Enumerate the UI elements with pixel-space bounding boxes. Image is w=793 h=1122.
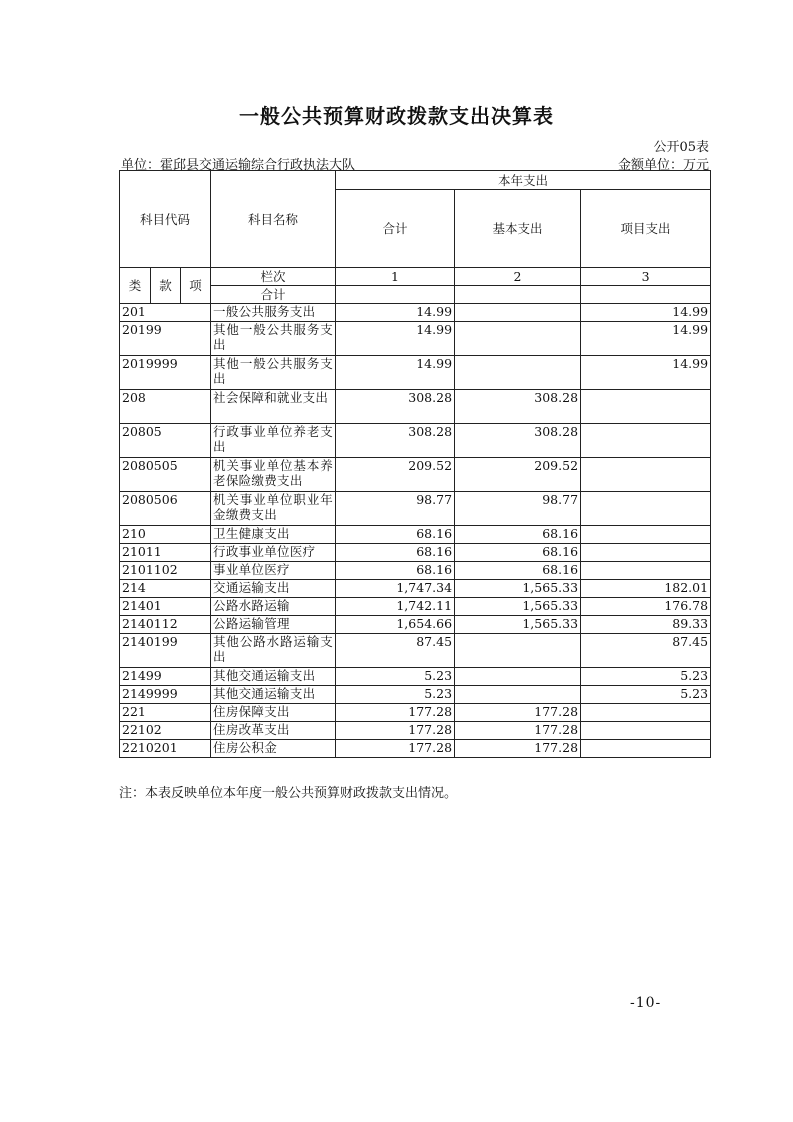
row-project <box>581 740 711 758</box>
row-name: 住房保障支出 <box>211 704 336 722</box>
table-row <box>120 544 711 562</box>
row-total: 68.16 <box>336 562 455 580</box>
row-basic <box>455 322 581 356</box>
row-total: 1,742.11 <box>336 598 455 616</box>
sum-total <box>336 286 455 304</box>
row-code: 201 <box>120 304 211 322</box>
table-row <box>120 526 711 544</box>
row-basic: 209.52 <box>455 458 581 492</box>
row-project: 14.99 <box>581 356 711 390</box>
row-name: 其他一般公共服务支出 <box>211 356 336 390</box>
header-lei: 类 <box>120 268 151 304</box>
table-row <box>120 704 711 722</box>
row-name: 其他交通运输支出 <box>211 668 336 686</box>
row-basic: 177.28 <box>455 740 581 758</box>
row-project: 14.99 <box>581 304 711 322</box>
row-code: 2101102 <box>120 562 211 580</box>
row-basic: 98.77 <box>455 492 581 526</box>
row-total: 68.16 <box>336 526 455 544</box>
row-basic: 1,565.33 <box>455 616 581 634</box>
row-basic: 68.16 <box>455 544 581 562</box>
row-name: 公路水路运输 <box>211 598 336 616</box>
row-name: 机关事业单位职业年金缴费支出 <box>211 492 336 526</box>
row-project <box>581 704 711 722</box>
page-title: 一般公共预算财政拨款支出决算表 <box>239 104 554 128</box>
row-name: 一般公共服务支出 <box>211 304 336 322</box>
row-project <box>581 722 711 740</box>
row-code: 21499 <box>120 668 211 686</box>
row-project: 176.78 <box>581 598 711 616</box>
header-current-year: 本年支出 <box>336 171 711 190</box>
header-project: 项目支出 <box>581 190 711 268</box>
row-total: 209.52 <box>336 458 455 492</box>
header-col-2: 2 <box>455 268 581 286</box>
table-row <box>120 598 711 616</box>
row-total: 308.28 <box>336 390 455 424</box>
header-col-1: 1 <box>336 268 455 286</box>
row-total: 1,654.66 <box>336 616 455 634</box>
header-total: 合计 <box>336 190 455 268</box>
row-total: 98.77 <box>336 492 455 526</box>
header-xiang: 项 <box>181 268 211 304</box>
row-project: 182.01 <box>581 580 711 598</box>
row-name: 公路运输管理 <box>211 616 336 634</box>
row-total: 14.99 <box>336 356 455 390</box>
header-column-no: 栏次 <box>211 268 336 286</box>
table-row <box>120 668 711 686</box>
row-name: 行政事业单位医疗 <box>211 544 336 562</box>
row-basic <box>455 356 581 390</box>
row-basic <box>455 668 581 686</box>
row-code: 2149999 <box>120 686 211 704</box>
row-project: 5.23 <box>581 686 711 704</box>
table-row <box>120 458 711 492</box>
sum-basic <box>455 286 581 304</box>
row-name: 社会保障和就业支出 <box>211 390 336 424</box>
table-row <box>120 686 711 704</box>
row-basic: 308.28 <box>455 390 581 424</box>
row-basic <box>455 304 581 322</box>
row-name: 机关事业单位基本养老保险缴费支出 <box>211 458 336 492</box>
row-total: 5.23 <box>336 668 455 686</box>
table-row <box>120 722 711 740</box>
row-code: 2140112 <box>120 616 211 634</box>
row-name: 行政事业单位养老支出 <box>211 424 336 458</box>
table-row <box>120 580 711 598</box>
row-total: 1,747.34 <box>336 580 455 598</box>
row-total: 87.45 <box>336 634 455 668</box>
page-number: -10- <box>630 995 662 1011</box>
row-code: 22102 <box>120 722 211 740</box>
row-project: 14.99 <box>581 322 711 356</box>
table-row <box>120 322 711 356</box>
table-row <box>120 356 711 390</box>
row-code: 210 <box>120 526 211 544</box>
row-total: 14.99 <box>336 322 455 356</box>
header-kuan: 款 <box>151 268 181 304</box>
row-basic <box>455 634 581 668</box>
row-name: 住房公积金 <box>211 740 336 758</box>
row-name: 事业单位医疗 <box>211 562 336 580</box>
reporting-unit: 单位：霍邱县交通运输综合行政执法大队 <box>121 158 356 173</box>
row-name: 住房改革支出 <box>211 722 336 740</box>
row-total: 177.28 <box>336 722 455 740</box>
row-total: 68.16 <box>336 544 455 562</box>
row-total: 5.23 <box>336 686 455 704</box>
row-project: 89.33 <box>581 616 711 634</box>
header-subject-code: 科目代码 <box>120 171 211 268</box>
row-project <box>581 390 711 424</box>
row-basic: 1,565.33 <box>455 580 581 598</box>
header-col-3: 3 <box>581 268 711 286</box>
row-code: 2080506 <box>120 492 211 526</box>
table-row <box>120 304 711 322</box>
sum-label: 合计 <box>211 286 336 304</box>
row-basic: 177.28 <box>455 704 581 722</box>
row-code: 20805 <box>120 424 211 458</box>
row-total: 14.99 <box>336 304 455 322</box>
row-project <box>581 544 711 562</box>
row-project <box>581 458 711 492</box>
row-name: 交通运输支出 <box>211 580 336 598</box>
row-code: 2019999 <box>120 356 211 390</box>
table-row <box>120 390 711 424</box>
expenditure-table <box>119 170 711 758</box>
row-code: 2080505 <box>120 458 211 492</box>
row-code: 221 <box>120 704 211 722</box>
row-project <box>581 492 711 526</box>
table-row <box>120 492 711 526</box>
header-subject-name: 科目名称 <box>211 171 336 268</box>
header-basic: 基本支出 <box>455 190 581 268</box>
row-code: 208 <box>120 390 211 424</box>
table-row <box>120 424 711 458</box>
table-row <box>120 616 711 634</box>
row-basic: 308.28 <box>455 424 581 458</box>
amount-unit: 金额单位：万元 <box>617 158 709 173</box>
row-basic: 68.16 <box>455 562 581 580</box>
form-number: 公开05表 <box>653 140 709 155</box>
row-basic: 177.28 <box>455 722 581 740</box>
row-code: 214 <box>120 580 211 598</box>
header-row-classification <box>120 268 711 286</box>
header-row-top <box>120 171 711 190</box>
row-code: 2210201 <box>120 740 211 758</box>
row-name: 其他一般公共服务支出 <box>211 322 336 356</box>
row-basic: 68.16 <box>455 526 581 544</box>
row-code: 21011 <box>120 544 211 562</box>
row-project <box>581 526 711 544</box>
row-basic: 1,565.33 <box>455 598 581 616</box>
row-total: 308.28 <box>336 424 455 458</box>
row-name: 其他交通运输支出 <box>211 686 336 704</box>
row-code: 20199 <box>120 322 211 356</box>
table-note: 注：本表反映单位本年度一般公共预算财政拨款支出情况。 <box>119 786 458 801</box>
sum-project <box>581 286 711 304</box>
row-basic <box>455 686 581 704</box>
table-row <box>120 634 711 668</box>
row-name: 卫生健康支出 <box>211 526 336 544</box>
row-project <box>581 562 711 580</box>
table-row <box>120 562 711 580</box>
row-project <box>581 424 711 458</box>
row-project: 5.23 <box>581 668 711 686</box>
row-total: 177.28 <box>336 704 455 722</box>
row-name: 其他公路水路运输支出 <box>211 634 336 668</box>
row-code: 21401 <box>120 598 211 616</box>
row-code: 2140199 <box>120 634 211 668</box>
row-total: 177.28 <box>336 740 455 758</box>
table-row <box>120 740 711 758</box>
row-project: 87.45 <box>581 634 711 668</box>
